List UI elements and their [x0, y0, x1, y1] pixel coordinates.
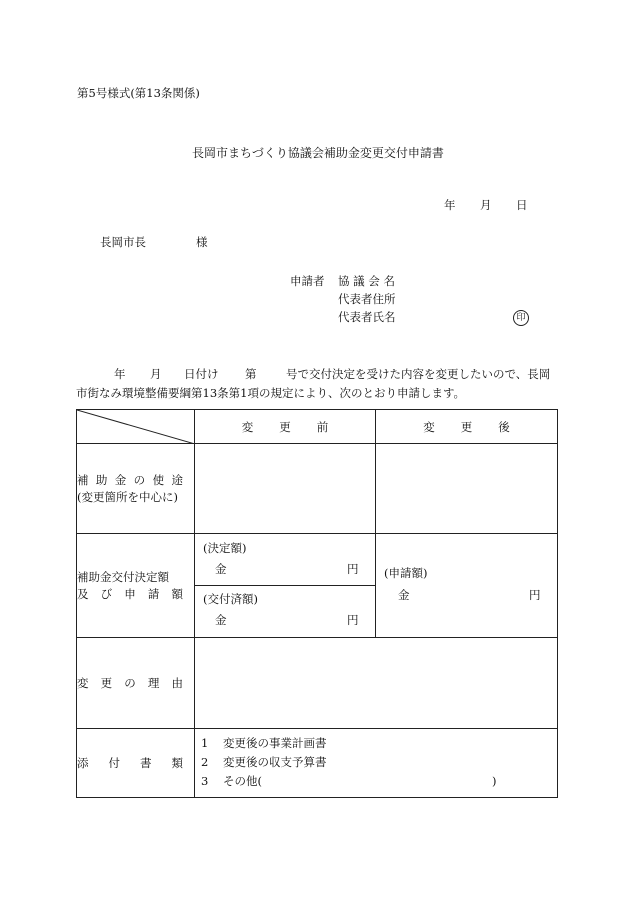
seal-mark: 印	[513, 310, 529, 326]
amount-label-line1: 補助金交付決定額	[77, 569, 169, 584]
header-before-char: 更	[279, 419, 291, 434]
usage-label	[77, 444, 195, 534]
application-table	[76, 409, 558, 798]
amount-before-cell	[195, 534, 376, 638]
body-dai: 第	[245, 367, 257, 381]
header-before-char: 変	[241, 419, 254, 434]
applied-kin: 金	[398, 588, 410, 602]
applied-yen: 円	[529, 588, 541, 602]
reason-row	[77, 638, 558, 729]
decided-amount-label: (決定額)	[203, 541, 247, 555]
reason-label-char: の	[124, 675, 136, 690]
amount-label-char: 請	[147, 586, 160, 601]
amount-row	[77, 534, 558, 638]
usage-row	[77, 444, 558, 534]
usage-label-char: 助	[95, 472, 108, 487]
decided-kin: 金	[215, 562, 227, 576]
amount-label	[77, 534, 195, 638]
attach-item-num: 1	[201, 736, 209, 750]
usage-label-char: 使	[152, 472, 165, 487]
header-before	[195, 410, 376, 444]
attach-item-num: 2	[201, 755, 209, 769]
usage-label-sub: (変更箇所を中心に)	[77, 489, 178, 504]
attach-label-char: 付	[108, 755, 120, 770]
attach-label-char: 書	[140, 755, 152, 770]
body-month: 月	[150, 367, 162, 381]
reason-label-char: 更	[100, 675, 113, 690]
usage-label-char: 補	[77, 472, 89, 487]
reason-cell[interactable]	[195, 638, 558, 729]
body-year: 年	[114, 367, 126, 381]
form-number: 第5号様式(第13条関係)	[77, 86, 200, 100]
attach-item-text: 変更後の事業計画書	[223, 736, 327, 750]
attach-label-char: 類	[171, 755, 183, 770]
body-line1-rest: 号で交付決定を受けた内容を変更したいので、長岡	[286, 367, 551, 381]
attach-item-text: 変更後の収支予算書	[223, 755, 327, 769]
header-after-char: 変	[423, 419, 435, 434]
diagonal-cell	[77, 410, 195, 444]
usage-label-char: 金	[114, 472, 127, 487]
rep-address-label: 代表者住所	[338, 292, 396, 306]
decided-yen: 円	[347, 562, 359, 576]
usage-label-char: の	[133, 472, 146, 487]
amount-after-cell	[376, 534, 558, 638]
reason-label-char: 由	[171, 675, 183, 690]
date-year-label: 年	[444, 198, 456, 212]
header-after	[376, 410, 558, 444]
body-day: 日付け	[184, 367, 219, 381]
org-name-label: 協 議 会 名	[338, 274, 395, 288]
addressee-honorific: 様	[196, 235, 208, 249]
amount-label-char: 申	[124, 586, 136, 601]
addressee-name: 長岡市長	[100, 235, 146, 249]
paid-kin: 金	[215, 613, 227, 627]
attachments-row	[77, 729, 558, 798]
document-title: 長岡市まちづくり協議会補助金変更交付申請書	[192, 146, 444, 160]
attach-item-close: )	[492, 774, 497, 788]
reason-label-char: 理	[147, 675, 160, 690]
header-after-char: 更	[460, 419, 473, 434]
body-line2: 市街なみ環境整備要綱第13条第1項の規定により、次のとおり申請します。	[76, 386, 466, 400]
header-after-char: 後	[498, 419, 510, 434]
rep-name-label: 代表者氏名	[338, 310, 396, 324]
reason-label-char: 変	[77, 675, 89, 690]
diagonal-line	[77, 410, 195, 444]
attach-item-text: その他(	[223, 774, 262, 788]
attach-label-char: 添	[77, 755, 89, 770]
usage-after-cell[interactable]	[376, 444, 558, 534]
amount-label-char: 及	[77, 586, 89, 601]
paid-yen: 円	[347, 613, 359, 627]
reason-label	[77, 638, 195, 729]
attach-item-num: 3	[201, 774, 209, 788]
header-before-char: 前	[316, 419, 329, 434]
date-day-label: 日	[516, 198, 528, 212]
attachments-label	[77, 729, 195, 798]
applied-amount-label: (申請額)	[384, 566, 428, 580]
applicant-label: 申請者	[290, 274, 325, 288]
attachments-cell	[195, 729, 558, 798]
usage-label-char: 途	[171, 472, 183, 487]
header-row	[77, 410, 558, 444]
paid-amount-label: (交付済額)	[203, 592, 258, 606]
amount-divider	[195, 585, 375, 586]
amount-label-char: び	[100, 586, 113, 601]
usage-before-cell[interactable]	[195, 444, 376, 534]
date-month-label: 月	[480, 198, 492, 212]
amount-label-char: 額	[171, 586, 183, 601]
